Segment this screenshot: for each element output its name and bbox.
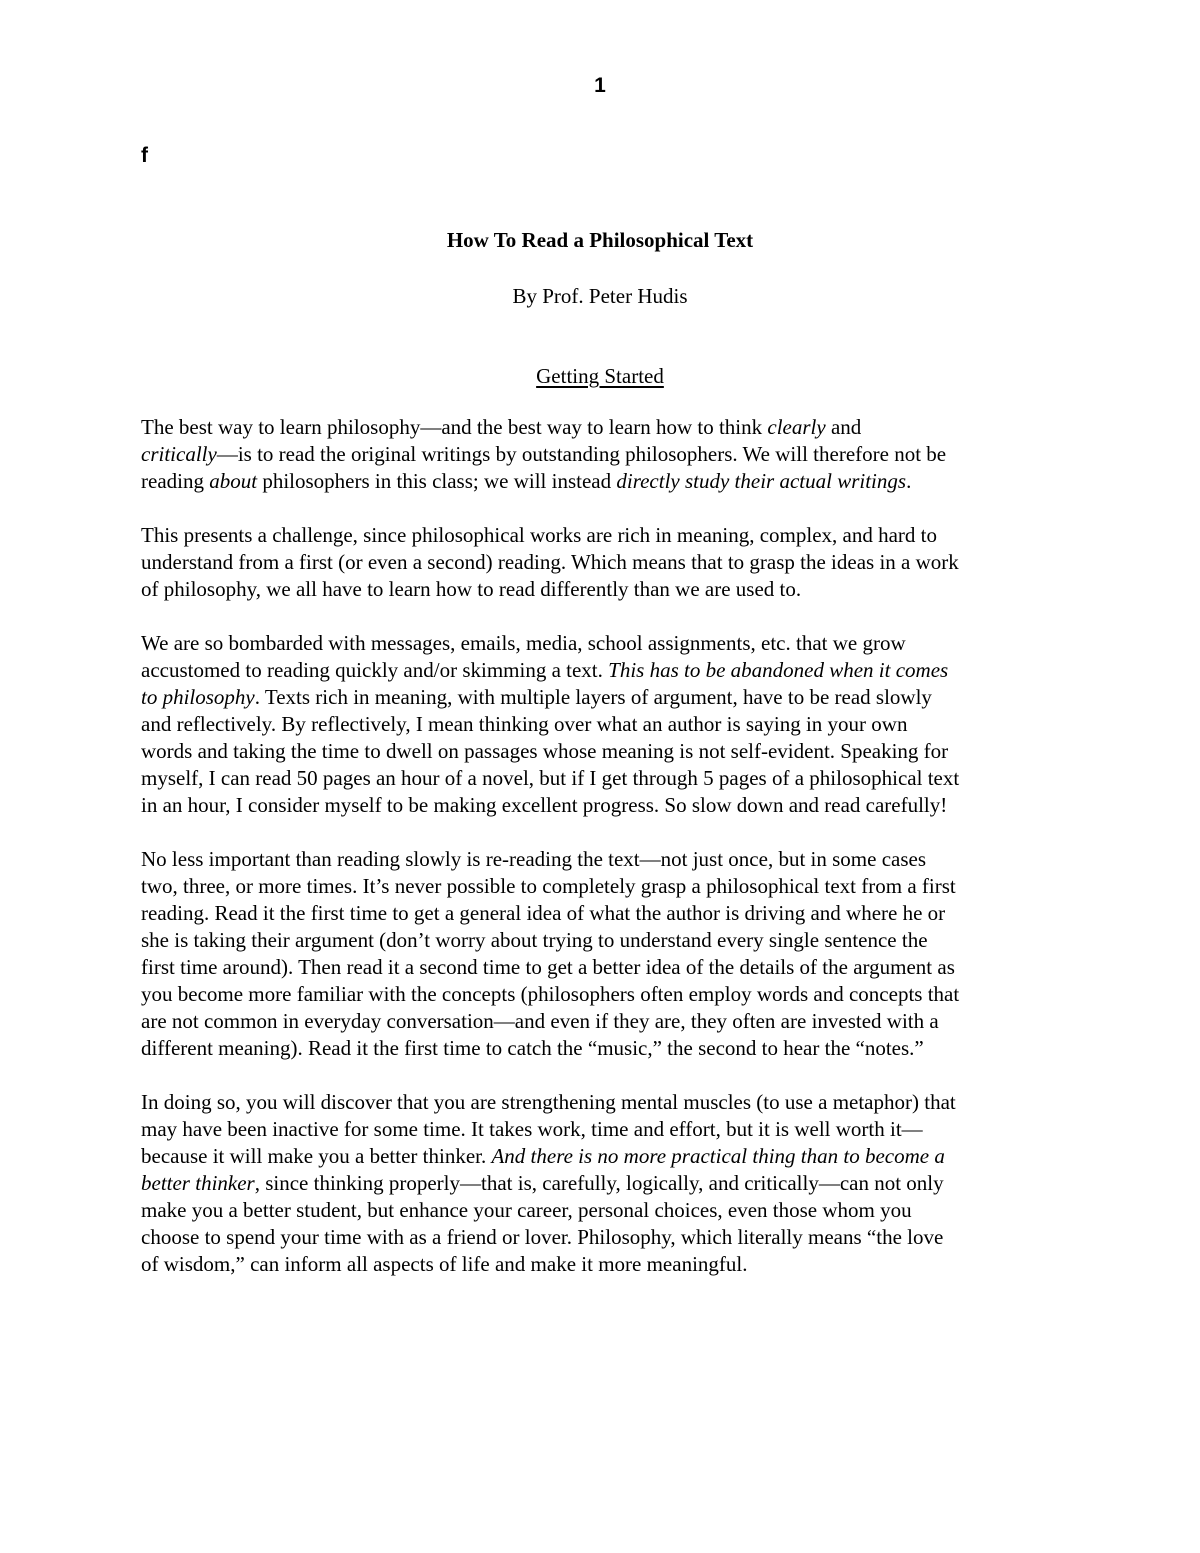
- italic-text: to philosophy: [141, 685, 255, 709]
- text-line: [141, 711, 1063, 738]
- text-run: . Texts rich in meaning, with multiple layers of argument, have to be read slowly: [254, 685, 932, 709]
- italic-text: clearly: [767, 415, 826, 439]
- italic-text: critically: [141, 442, 217, 466]
- text-run: reading: [141, 469, 210, 493]
- text-line: [141, 738, 1063, 765]
- text-run: make you a better student, but enhance your career, personal choices, even those whom you: [141, 1198, 912, 1222]
- text-run: two, three, or more times. It’s never possible to completely grasp a philosophical text from a first: [141, 874, 956, 898]
- italic-text: better thinker: [141, 1171, 255, 1195]
- text-run: philosophers in this class; we will instead: [257, 469, 617, 493]
- document-title: How To Read a Philosophical Text: [446, 228, 754, 252]
- paragraph: [141, 522, 1063, 603]
- text-run: myself, I can read 50 pages an hour of a novel, but if I get through 5 pages of a philosophical text: [141, 766, 960, 790]
- text-line: [141, 954, 1063, 981]
- text-run: because it will make you a better thinker.: [141, 1144, 492, 1168]
- text-run: and reflectively. By reflectively, I mean thinking over what an author is saying in your own: [141, 712, 908, 736]
- text-run: —is to read the original writings by outstanding philosophers. We will therefore not be: [216, 442, 947, 466]
- text-run: may have been inactive for some time. It takes work, time and effort, but it is well worth it—: [141, 1117, 923, 1141]
- text-run: The best way to learn philosophy—and the best way to learn how to think: [141, 415, 768, 439]
- text-line: [141, 1170, 1063, 1197]
- text-line: [141, 765, 1063, 792]
- text-line: [141, 1035, 1063, 1062]
- text-run: she is taking their argument (don’t worry about trying to understand every single sentence the: [141, 928, 928, 952]
- text-line: [141, 792, 1063, 819]
- document-author: By Prof. Peter Hudis: [512, 284, 688, 308]
- italic-text: about: [209, 469, 258, 493]
- paragraph: [141, 846, 1063, 1062]
- text-line: [141, 1251, 1063, 1278]
- text-run: of wisdom,” can inform all aspects of life and make it more meaningful.: [141, 1252, 748, 1276]
- text-line: [141, 1143, 1063, 1170]
- text-line: [141, 1116, 1063, 1143]
- text-run: This presents a challenge, since philosophical works are rich in meaning, complex, and hard to: [141, 523, 938, 547]
- section-heading: Getting Started: [536, 364, 664, 388]
- text-line: [141, 657, 1063, 684]
- body-text: [141, 414, 1063, 1305]
- text-line: [141, 468, 1063, 495]
- text-run: .: [906, 469, 912, 493]
- text-run: in an hour, I consider myself to be making excellent progress. So slow down and read carefully!: [141, 793, 948, 817]
- text-line: [141, 927, 1063, 954]
- text-run: you become more familiar with the concepts (philosophers often employ words and concepts that: [141, 982, 960, 1006]
- text-line: [141, 684, 1063, 711]
- text-line: [141, 873, 1063, 900]
- text-run: No less important than reading slowly is re-reading the text—not just once, but in some cases: [141, 847, 926, 871]
- text-line: [141, 846, 1063, 873]
- text-run: choose to spend your time with as a friend or lover. Philosophy, which literally means “the love: [141, 1225, 944, 1249]
- paragraph: [141, 630, 1063, 819]
- text-run: In doing so, you will discover that you are strengthening mental muscles (to use a metaphor) that: [141, 1090, 956, 1114]
- text-line: [141, 441, 1063, 468]
- text-line: [141, 1224, 1063, 1251]
- paragraph: [141, 414, 1063, 495]
- page-number: 1: [594, 74, 606, 97]
- italic-text: And there is no more practical thing than to become a: [491, 1144, 945, 1168]
- text-line: [141, 900, 1063, 927]
- italic-text: directly study their actual writings: [616, 469, 907, 493]
- text-line: [141, 549, 1063, 576]
- stray-character: f: [141, 144, 148, 167]
- text-run: understand from a first (or even a second) reading. Which means that to grasp the ideas in a work: [141, 550, 959, 574]
- text-run: words and taking the time to dwell on passages whose meaning is not self-evident. Speaking for: [141, 739, 949, 763]
- text-run: reading. Read it the first time to get a general idea of what the author is driving and where he or: [141, 901, 946, 925]
- text-line: [141, 630, 1063, 657]
- text-line: [141, 1089, 1063, 1116]
- text-line: [141, 522, 1063, 549]
- text-run: and: [825, 415, 862, 439]
- text-run: of philosophy, we all have to learn how to read differently than we are used to.: [141, 577, 802, 601]
- paragraph: [141, 1089, 1063, 1278]
- text-line: [141, 576, 1063, 603]
- text-run: , since thinking properly—that is, carefully, logically, and critically—can not only: [254, 1171, 944, 1195]
- text-run: first time around). Then read it a second time to get a better idea of the details of the argument as: [141, 955, 955, 979]
- text-run: We are so bombarded with messages, emails, media, school assignments, etc. that we grow: [141, 631, 906, 655]
- text-line: [141, 414, 1063, 441]
- text-line: [141, 1008, 1063, 1035]
- italic-text: This has to be abandoned when it comes: [608, 658, 949, 682]
- text-run: different meaning). Read it the first time to catch the “music,” the second to hear the “notes.”: [141, 1036, 924, 1060]
- text-run: accustomed to reading quickly and/or skimming a text.: [141, 658, 609, 682]
- text-run: are not common in everyday conversation—and even if they are, they often are invested with a: [141, 1009, 939, 1033]
- text-line: [141, 981, 1063, 1008]
- text-line: [141, 1197, 1063, 1224]
